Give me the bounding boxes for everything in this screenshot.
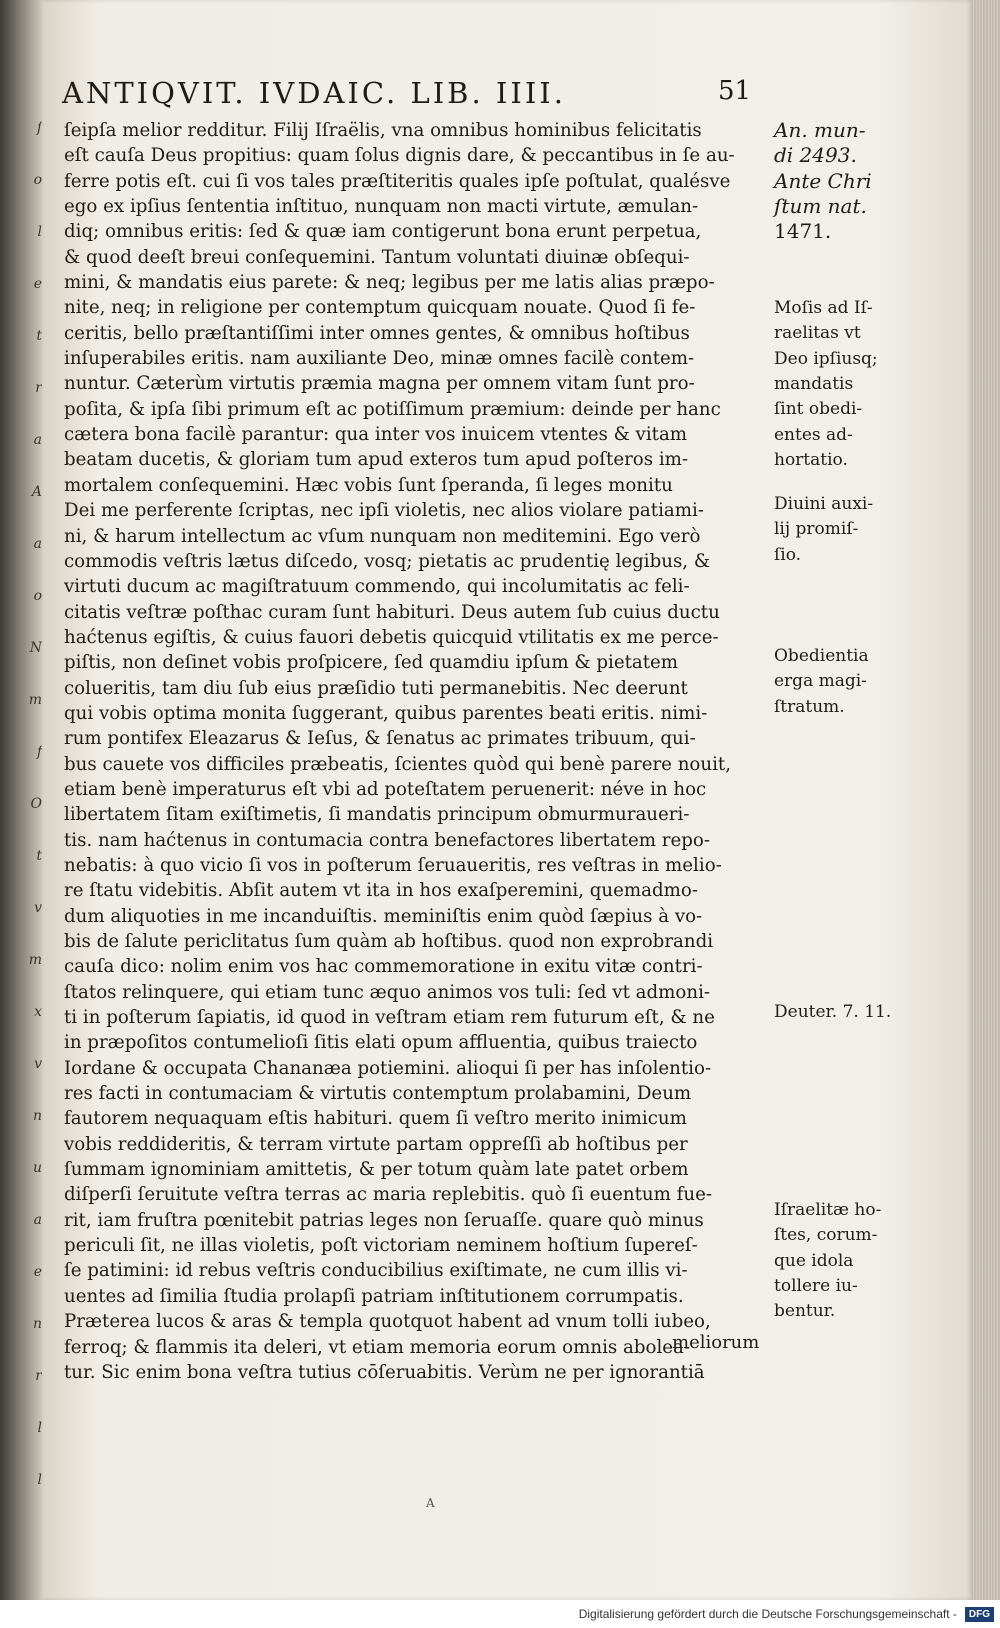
dfg-logo: DFG — [965, 1607, 994, 1622]
catchword: meliorum — [672, 1332, 760, 1353]
text-line: colueritis, tam diu ſub eius præſidio tuti permanebitis. Nec deerunt — [64, 677, 688, 699]
gutter-letter: m — [28, 952, 42, 968]
text-line: piſtis, non deſinet vobis proſpicere, ſed quamdiu ipſum & pietatem — [64, 652, 679, 674]
gutter-letter: a — [33, 432, 42, 448]
gutter-letter: e — [33, 1264, 42, 1280]
marginal-note-israelitae — [774, 1198, 884, 1325]
gutter-letter: e — [33, 276, 42, 292]
gutter-letter: o — [33, 172, 42, 188]
signature-mark: A — [426, 1496, 435, 1510]
gutter-letter: t — [36, 848, 42, 864]
text-line: rum pontifex Eleazarus & Ieſus, & ſenatus ac primates tribuum, qui- — [64, 728, 696, 750]
text-line: ſe patimini: id rebus veſtris conducibilius exiſtimate, ne cum illis vi- — [64, 1260, 688, 1282]
gutter-letter: x — [34, 1004, 42, 1020]
gutter-letter: A — [31, 484, 42, 500]
margin-line: Deo ipſiusq; — [774, 348, 878, 369]
margin-date-number: 1471. — [774, 219, 832, 244]
margin-line: entes ad- — [774, 424, 853, 445]
text-line: Iordane & occupata Chananæa potiemini. alioqui ſi per has inſolentio- — [64, 1057, 712, 1079]
margin-line: lij promiſ- — [774, 519, 859, 540]
gutter-letter: l — [37, 1420, 42, 1436]
text-line: & quod deeſt breui conſequemini. Tantum voluntati diuinæ obſequi- — [64, 246, 690, 268]
text-line: Præterea lucos & aras & templa quotquot habent ad vnum tolli iubeo, — [64, 1311, 711, 1333]
gutter-letter: a — [33, 1212, 42, 1228]
page-header — [62, 76, 782, 110]
margin-line: Iſraelitæ ho- — [774, 1200, 882, 1220]
marginal-date-note — [774, 118, 884, 245]
gutter-letter: l — [37, 224, 42, 240]
gutter-letter: n — [32, 1316, 42, 1332]
gutter-letter: r — [35, 380, 42, 396]
text-line: ferroq; & flammis ita deleri, vt etiam memoria eorum omnis abolea- — [64, 1336, 691, 1358]
text-line: re ſtatu videbitis. Abſit autem vt ita in hos exaſperemini, quemadmo- — [64, 880, 698, 902]
page-edges — [972, 0, 1000, 1600]
margin-line: erga magi- — [774, 671, 867, 692]
main-text-block — [64, 118, 764, 1385]
text-line: uentes ad ſimilia ſtudia prolapſi patriam inſtitutionem corrumpatis. — [64, 1285, 684, 1307]
marginal-note-obedientia — [774, 644, 884, 720]
margin-line: ſtum nat. — [774, 194, 867, 219]
gutter-letter: v — [34, 900, 42, 916]
page-number: 51 — [718, 76, 752, 106]
text-line: haćtenus egiſtis, & cuius fauori debetis quicquid vtilitatis ex me perce- — [64, 626, 719, 648]
facing-page-fragments — [2, 118, 42, 1518]
gutter-letter: a — [33, 536, 42, 552]
text-line: cauſa dico: nolim enim vos hac commemoratione in exitu vitæ contri- — [64, 956, 703, 978]
margin-line: di 2493. — [774, 143, 857, 168]
margin-line: ſio. — [774, 544, 802, 565]
text-line: bus cauete vos difficiles præbeatis, ſcientes quòd qui benè parere nouit, — [64, 753, 731, 775]
text-line: rit, iam fruſtra pœnitebit patrias leges non ſeruaſſe. quare quò minus — [64, 1209, 704, 1231]
text-line: cætera bona facilè parantur: qua inter vos inuicem vtentes & vitam — [64, 424, 688, 446]
text-line: ego ex ipſius ſententia inſtituo, nunquam non macti virtute, æmulan- — [64, 196, 699, 218]
margin-line: mandatis — [774, 374, 854, 395]
text-line: qui vobis optima monita ſuggerant, quibus parentes beati eritis. nimi- — [64, 702, 708, 724]
text-line: mortalem conſequemini. Hæc vobis ſunt ſperanda, ſi leges monitu — [64, 474, 673, 496]
text-line: ti in poſterum ſapiatis, id quod in veſtram etiam rem futurum eſt, & ne — [64, 1007, 715, 1029]
margin-line: Ante Chri — [774, 168, 872, 193]
text-line: commodis veſtris lætus diſcedo, vosq; pietatis ac prudentię legibus, & — [64, 550, 711, 572]
marginal-note-deuter — [774, 1000, 892, 1025]
text-line: tur. Sic enim bona veſtra tutius cōſeruabitis. Verùm ne per ignorantiā — [64, 1361, 705, 1383]
text-line: citatis veſtræ poſthac curam ſunt habituri. Deus autem ſub cuius ductu — [64, 601, 720, 623]
text-line: ſtatos relinquere, qui etiam tunc æquo animos vos tuli: ſed vt admoni- — [64, 981, 711, 1003]
digitization-footer — [0, 1600, 1000, 1628]
margin-line: ſint obedi- — [774, 399, 863, 420]
margin-line: An. mun- — [774, 118, 866, 142]
text-line: eſt cauſa Deus propitius: quam ſolus dignis dare, & peccantibus in ſe au- — [64, 145, 735, 167]
gutter-letter: n — [32, 1108, 42, 1124]
text-line: ſummam ignominiam amittetis, & per totum quàm late patet orbem — [64, 1159, 689, 1181]
text-line: ni, & harum intellectum ac vſum nunquam non meditemini. Ego verò — [64, 525, 701, 547]
text-line: fautorem nequaquam eſtis habituri. quem ſi veſtro merito inimicum — [64, 1108, 687, 1130]
text-line: diſperſi ſeruitute veſtra terras ac maria replebitis. quò ſi euentum fue- — [64, 1184, 713, 1206]
text-line: ſeipſa melior redditur. Filij Iſraëlis, vna omnibus hominibus felicitatis — [64, 120, 702, 141]
margin-line: Obedientia — [774, 646, 869, 666]
gutter-letter: O — [30, 796, 42, 812]
gutter-letter: ſ — [36, 120, 42, 136]
margin-line: que idola — [774, 1250, 854, 1271]
text-line: beatam ducetis, & gloriam tum apud exteros tum apud poſteros im- — [64, 449, 689, 471]
margin-line: bentur. — [774, 1301, 836, 1322]
text-line: inſuperabiles eritis. nam auxiliante Deo, minæ omnes facilè contem- — [64, 348, 695, 370]
margin-line: tollere iu- — [774, 1276, 858, 1297]
footer-credit: Digitalisierung gefördert durch die Deutsche Forschungsgemeinschaft - — [578, 1607, 957, 1621]
text-line: virtuti ducum ac magiſtratuum commendo, qui incolumitatis ac feli- — [64, 576, 690, 598]
gutter-letter: N — [29, 640, 42, 656]
gutter-letter: f — [36, 744, 42, 760]
gutter-letter: o — [33, 588, 42, 604]
text-line: nuntur. Cæterùm virtutis præmia magna per omnem vitam ſunt pro- — [64, 373, 695, 395]
margin-line: hortatio. — [774, 450, 848, 471]
text-line: res facti in contumaciam & virtutis contemptum prolabamini, Deum — [64, 1083, 692, 1105]
text-line: mini, & mandatis eius parete: & neq; legibus per me latis alias præpo- — [64, 272, 715, 294]
book-page — [42, 0, 972, 1600]
marginal-note-diuini — [774, 492, 884, 568]
margin-line: raelitas vt — [774, 323, 861, 344]
margin-line: Deuter. 7. 11. — [774, 1002, 892, 1022]
text-line: etiam benè imperaturus eſt vbi ad poteſtatem peruenerit: néve in hoc — [64, 778, 707, 800]
text-line: dum aliquoties in me incanduiſtis. meminiſtis enim quòd ſæpius à vo- — [64, 905, 703, 927]
text-line: nebatis: à quo vicio ſi vos in poſterum ſeruaueritis, res veſtras in melio- — [64, 854, 722, 876]
text-line: in præpoſitos contumelioſi ſitis elati opum affluentia, quibus traiecto — [64, 1032, 698, 1054]
text-line: periculi ſit, ne illas violetis, poſt victoriam neminem hoſtium ſupereſ- — [64, 1235, 698, 1257]
text-line: Dei me perferente ſcriptas, nec ipſi violetis, nec alios violare patiami- — [64, 500, 704, 522]
text-line: bis de ſalute periclitatus ſum quàm ab hoſtibus. quod non exprobrandi — [64, 931, 714, 952]
text-line: poſita, & ipſa ſibi primum eſt ac potiſſimum præmium: deinde per hanc — [64, 398, 721, 420]
margin-line: Diuini auxi- — [774, 494, 874, 514]
marginal-note-mosis — [774, 296, 884, 473]
gutter-letter: l — [37, 1472, 42, 1488]
running-head: ANTIQVIT. IVDAIC. LIB. IIII. — [62, 76, 566, 110]
margin-line: Moſis ad Iſ- — [774, 298, 873, 318]
gutter-letter: t — [36, 328, 42, 344]
text-line: tis. nam haćtenus in contumacia contra benefactores libertatem repo- — [64, 829, 710, 851]
gutter-letter: r — [35, 1368, 42, 1384]
margin-line: ſtratum. — [774, 696, 845, 717]
text-line: ferre potis eſt. cui ſi vos tales præſtiteritis quales ipſe poſtulat, qualésve — [64, 170, 731, 192]
gutter-letter: m — [28, 692, 42, 708]
facing-page-gutter — [0, 0, 42, 1600]
text-line: nite, neq; in religione per contemptum quicquam nouate. Quod ſi fe- — [64, 297, 696, 319]
text-line: ceritis, bello præſtantiſſimi inter omnes gentes, & omnibus hoſtibus — [64, 322, 690, 344]
text-line: vobis reddideritis, & terram virtute partam oppreſſi ab hoſtibus per — [64, 1133, 688, 1155]
text-line: libertatem ſitam exiſtimetis, ſi mandatis principum obmurmuraueri- — [64, 804, 690, 826]
gutter-letter: u — [32, 1160, 42, 1176]
text-line: diq; omnibus eritis: ſed & quæ iam contigerunt bona erunt perpetua, — [64, 221, 702, 243]
gutter-letter: v — [34, 1056, 42, 1072]
margin-line: ſtes, corum- — [774, 1225, 878, 1246]
